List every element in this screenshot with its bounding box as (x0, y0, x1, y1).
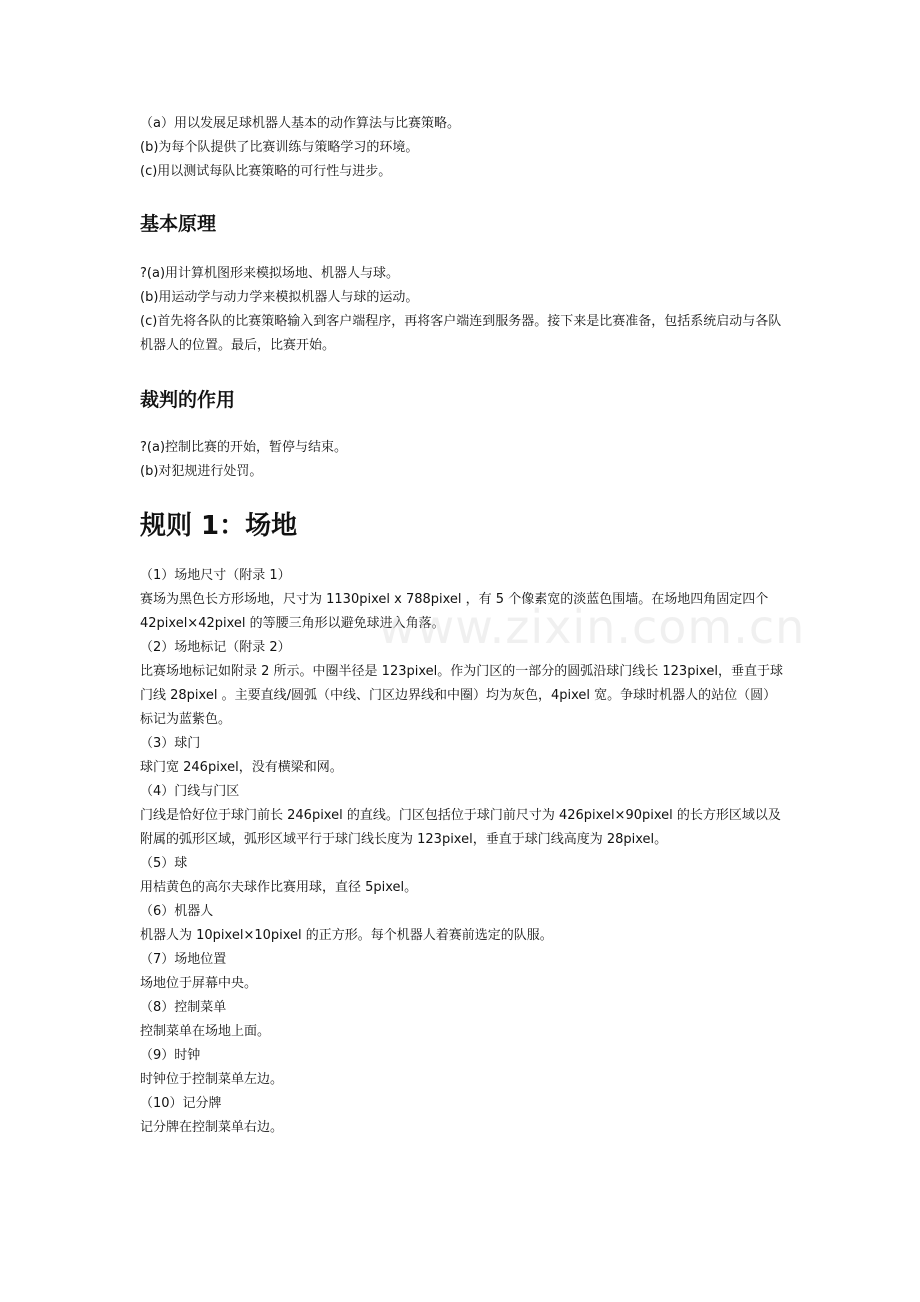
rule1-item-title: （7）场地位置 (140, 952, 227, 967)
rule1-item-body: 门线是恰好位于球门前长 246pixel 的直线。门区包括位于球门前尺寸为 426pixel×90pixel 的长方形区域以及附属的弧形区域，弧形区域平行于球门线长度为 123pixel，垂直于球门线高度为 28pixel。 (140, 808, 781, 847)
rule1-item-title: （2）场地标记（附录 2） (140, 640, 291, 655)
intro-line-c: (c)用以测试每队比赛策略的可行性与进步。 (140, 164, 392, 179)
rule1-item-body: 机器人为 10pixel×10pixel 的正方形。每个机器人着赛前选定的队服。 (140, 928, 553, 943)
rule1-item-title: （6）机器人 (140, 904, 214, 919)
principles-line-b: (b)用运动学与动力学来模拟机器人与球的运动。 (140, 290, 419, 305)
referee-line-a: ?(a)控制比赛的开始，暂停与结束。 (140, 440, 348, 455)
rule1-item-title: （9）时钟 (140, 1048, 201, 1063)
rule1-item-body: 控制菜单在场地上面。 (140, 1024, 271, 1039)
principles-line-a: ?(a)用计算机图形来模拟场地、机器人与球。 (140, 266, 400, 281)
rule1-item-body: 球门宽 246pixel，没有横梁和网。 (140, 760, 343, 775)
rule1-item-title: （3）球门 (140, 736, 201, 751)
watermark: www.zixin.com.cn (378, 600, 806, 654)
intro-line-a: （a）用以发展足球机器人基本的动作算法与比赛策略。 (140, 116, 460, 131)
rule1-item-body: 时钟位于控制菜单左边。 (140, 1072, 284, 1087)
rule1-item-body: 记分牌在控制菜单右边。 (140, 1120, 284, 1135)
intro-line-b: (b)为每个队提供了比赛训练与策略学习的环境。 (140, 140, 419, 155)
rule1-item-title: （10）记分牌 (140, 1096, 222, 1111)
principles-line-c: (c)首先将各队的比赛策略输入到客户端程序，再将客户端连到服务器。接下来是比赛准备，包括系统启动与各队机器人的位置。最后，比赛开始。 (140, 314, 782, 353)
rule1-item-body: 比赛场地标记如附录 2 所示。中圈半径是 123pixel。作为门区的一部分的圆弧沿球门线长 123pixel，垂直于球门线 28pixel 。主要直线/圆弧（中线、门区边界线和中圈）均为灰色，4pixel 宽。争球时机器人的站位（圆）标记为蓝紫色。 (140, 664, 783, 727)
principles-heading: 基本原理 (140, 213, 217, 235)
rule1-item-title: （5）球 (140, 856, 188, 871)
rule1-heading: 规则 1：场地 (140, 511, 298, 541)
rule1-item-title: （1）场地尺寸（附录 1） (140, 568, 291, 583)
rule1-item-title: （4）门线与门区 (140, 784, 240, 799)
rule1-item-body: 场地位于屏幕中央。 (140, 976, 258, 991)
referee-line-b: (b)对犯规进行处罚。 (140, 464, 263, 479)
referee-heading: 裁判的作用 (140, 389, 236, 411)
rule1-item-body: 用桔黄色的高尔夫球作比赛用球，直径 5pixel。 (140, 880, 418, 895)
rule1-item-title: （8）控制菜单 (140, 1000, 227, 1015)
rule1-item-body: 赛场为黑色长方形场地，尺寸为 1130pixel x 788pixel ，有 5 个像素宽的淡蓝色围墙。在场地四角固定四个 42pixel×42pixel 的等腰三角形以避免球进入角落。 (140, 592, 769, 631)
document-page (140, 112, 785, 1140)
